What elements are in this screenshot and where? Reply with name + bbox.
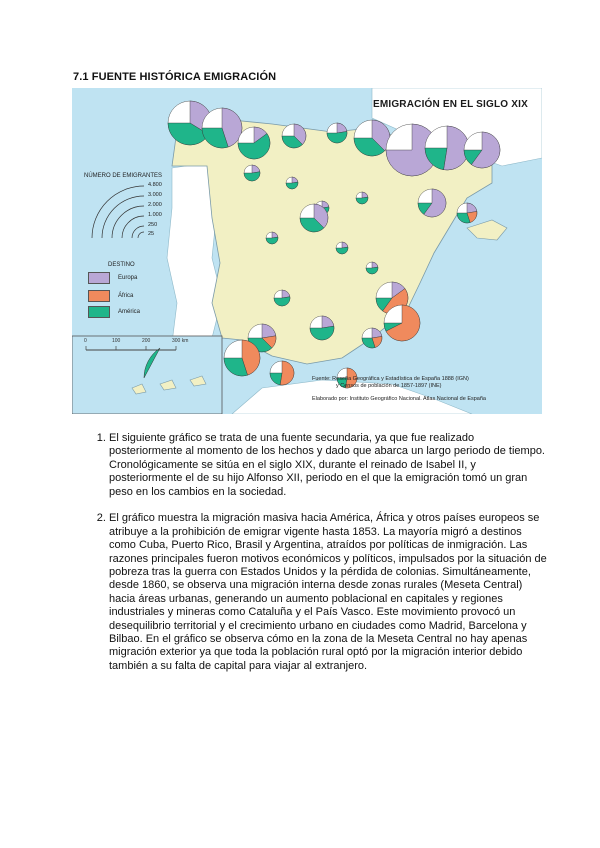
destino-title: DESTINO (108, 262, 135, 268)
europa-swatch (88, 272, 110, 284)
africa-swatch (88, 290, 110, 302)
scale-bar-300: 300 km (172, 338, 189, 344)
legend-label-africa: África (118, 293, 134, 299)
legend-item-africa (88, 290, 133, 302)
scale-bar-0: 0 (84, 338, 87, 344)
legend-label-europa: Europa (118, 275, 138, 281)
page-title: 7.1 FUENTE HISTÓRICA EMIGRACIÓN (73, 71, 277, 83)
answer-2: 2. El gráfico muestra la migración masiva hacia América, África y otros países europeos se atribuye a la prohibición de emigrar vigente hasta 1853. La mayoría migró a destinos como Cuba, Puerto Rico, Brasil y Argentina, atraídos por políticas de inmigración. Las razones principales fueron motivos económicos y políticos, impulsados por la situación de pobreza tras la guerra con Estados Unidos y la pérdida de colonias. Simultáneamente, desde 1860, se observa una migración interna desde zonas rurales (Meseta Central) hacia áreas urbanas, generando un aumento poblacional en capitales y regiones industriales y mineras como Cataluña y el País Vasco. Este movimiento provocó un desequilibrio territorial y el crecimiento urbano en ciudades como Madrid, Barcelona y Bilbao. En el gráfico se observa cómo en la zona de la Meseta Central no hay apenas migración exterior ya que toda la población rural optó por la migración interior debido también a su falta de capital para viajar al extranjero. (109, 512, 549, 673)
source-line-2: y Censos de población de 1857-1897 (INE) (336, 383, 442, 390)
source-line-3: Elaborado por: Instituto Geográfico Nacional. Atlas Nacional de España (312, 396, 486, 403)
balearic-islands (467, 220, 507, 240)
scale-label-250: 250 (148, 222, 158, 228)
scale-bar-100: 100 (112, 338, 121, 344)
america-swatch (88, 306, 110, 318)
scale-label-25: 25 (148, 231, 155, 237)
source-line-1: Fuente: Reseña Geográfica y Estadística de España 1888 (IGN) (312, 376, 469, 382)
pie-sector (280, 361, 294, 385)
legend-label-america: América (118, 309, 141, 315)
scale-bar-200: 200 (142, 338, 151, 344)
answer-1: 1. El siguiente gráfico se trata de una fuente secundaria, ya que fue realizado posteriormente al momento de los hechos y dado que abarca un largo periodo de tiempo. Cronológicamente se sitúa en el siglo XIX, durante el reinado de Isabel II, y posteriormente el de su hijo Alfonso XII, periodo en el que la emigración tomó un gran peso en los cambios en la sociedad. (109, 432, 549, 499)
emigration-map (72, 88, 542, 414)
map-drawing (72, 88, 542, 414)
map-source (312, 376, 486, 403)
scale-label-1000: 1.000 (148, 212, 162, 218)
legend-item-europa (88, 272, 137, 284)
scale-label-3000: 3.000 (148, 192, 162, 198)
map-title: EMIGRACIÓN EN EL SIGLO XIX (372, 99, 528, 110)
canary-inset (72, 336, 222, 414)
scale-label-4800: 4.800 (148, 182, 162, 188)
scale-label-2000: 2.000 (148, 202, 162, 208)
answer-list (73, 432, 549, 687)
legend-title: NÚMERO DE EMIGRANTES (84, 173, 163, 179)
pie-sector (270, 373, 282, 385)
legend-item-america (88, 306, 140, 318)
